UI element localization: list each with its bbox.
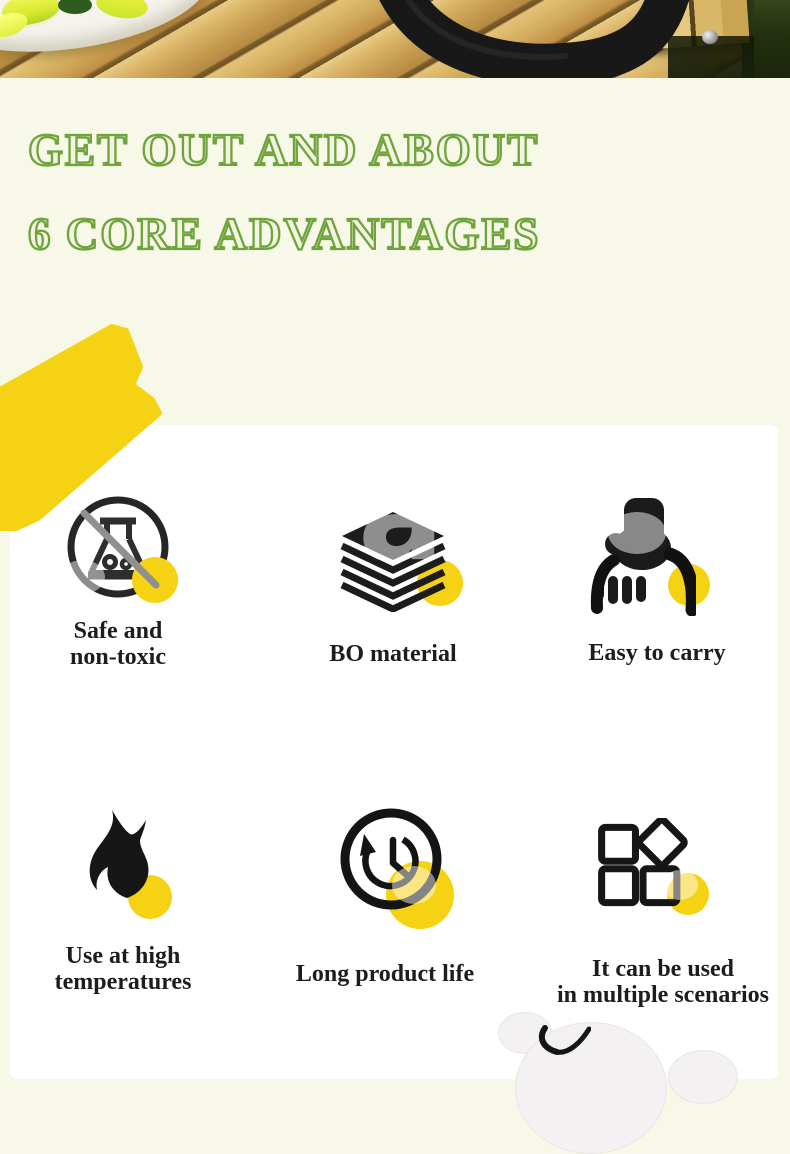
flame-icon (70, 808, 170, 920)
feature-label: It can be used in multiple scenarios (556, 956, 769, 1008)
watermark-blob (662, 870, 698, 900)
cloud-puff (668, 1050, 738, 1104)
feature-label: Safe and non-toxic (70, 618, 166, 670)
bag-strap (360, 0, 720, 78)
feature-label: Long product life (295, 961, 475, 987)
watermark-blob (392, 866, 436, 904)
feature-label: Use at high temperatures (54, 943, 192, 995)
watermark-letter: a (357, 441, 445, 590)
feature-label: BO material (329, 641, 457, 667)
page-title-line1: GET OUT AND ABOUT (28, 125, 540, 175)
watermark-blob (608, 512, 666, 554)
hero-photo (0, 0, 790, 78)
feature-label: Easy to carry (588, 640, 726, 666)
page-title-line2: 6 CORE ADVANTAGES (28, 209, 541, 259)
watermark-blob (60, 560, 105, 594)
bird-icon (533, 1024, 591, 1058)
